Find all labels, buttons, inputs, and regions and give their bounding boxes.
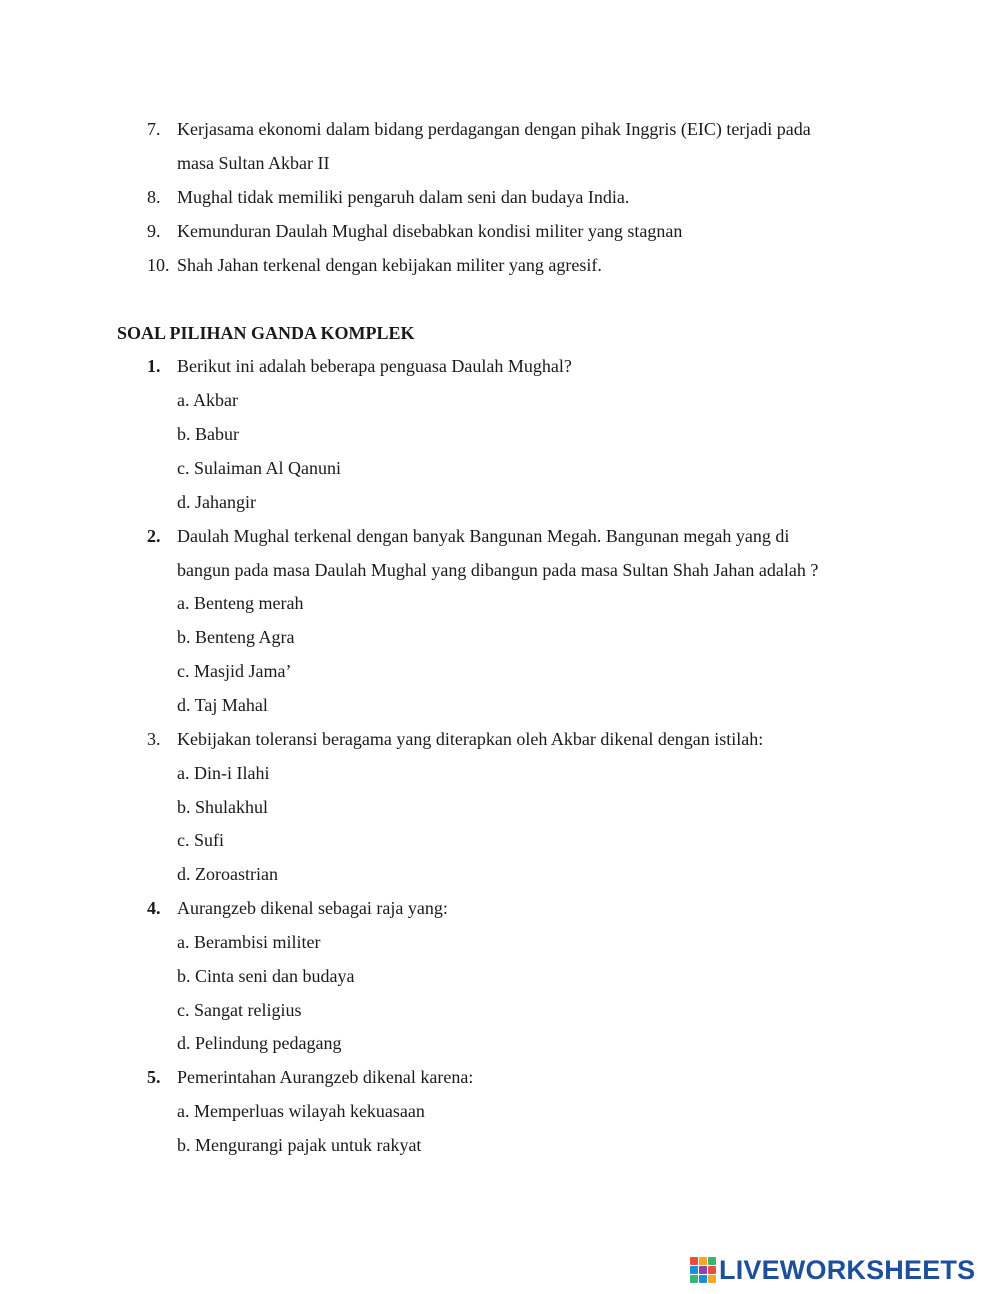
item-text: Shah Jahan terkenal dengan kebijakan militer yang agresif. [177,255,602,275]
question-text: bangun pada masa Daulah Mughal yang dibangun pada masa Sultan Shah Jahan adalah ? [177,560,819,580]
answer-option[interactable]: a. Berambisi militer [177,932,321,952]
answer-option[interactable]: d. Taj Mahal [177,695,268,715]
question-number: 1. [147,356,161,376]
answer-option[interactable]: b. Shulakhul [177,797,269,817]
answer-option[interactable]: b. Cinta seni dan budaya [177,966,355,986]
answer-option[interactable]: a. Akbar [177,390,238,410]
question-number: 3. [147,729,161,749]
question-text: Aurangzeb dikenal sebagai raja yang: [177,898,448,918]
item-text: Mughal tidak memiliki pengaruh dalam seni dan budaya India. [177,187,630,207]
question-number: 5. [147,1067,161,1087]
answer-option[interactable]: b. Mengurangi pajak untuk rakyat [177,1135,422,1155]
question-text: Daulah Mughal terkenal dengan banyak Bangunan Megah. Bangunan megah yang di [177,526,790,546]
item-number: 10. [147,255,170,275]
answer-option[interactable]: c. Masjid Jama’ [177,661,292,681]
item-text: masa Sultan Akbar II [177,153,330,173]
question-text: Kebijakan toleransi beragama yang diterapkan oleh Akbar dikenal dengan istilah: [177,729,764,749]
question-number: 4. [147,898,161,918]
answer-option[interactable]: d. Zoroastrian [177,864,278,884]
answer-option[interactable]: b. Benteng Agra [177,627,295,647]
item-number: 8. [147,187,161,207]
liveworksheets-logo-text: LIVEWORKSHEETS [719,1255,976,1285]
answer-option[interactable]: a. Din-i Ilahi [177,763,270,783]
section-title: SOAL PILIHAN GANDA KOMPLEK [117,323,415,343]
question-number: 2. [147,526,161,546]
answer-option[interactable]: a. Memperluas wilayah kekuasaan [177,1101,425,1121]
answer-option[interactable]: c. Sangat religius [177,1000,302,1020]
liveworksheets-logo-icon [690,1257,716,1283]
item-number: 7. [147,119,161,139]
item-text: Kerjasama ekonomi dalam bidang perdagangan dengan pihak Inggris (EIC) terjadi pada [177,119,811,139]
answer-option[interactable]: a. Benteng merah [177,593,304,613]
answer-option[interactable]: c. Sufi [177,830,224,850]
liveworksheets-logo [690,1255,975,1285]
answer-option[interactable]: b. Babur [177,424,239,444]
answer-option[interactable]: d. Jahangir [177,492,256,512]
answer-option[interactable]: c. Sulaiman Al Qanuni [177,458,341,478]
item-number: 9. [147,221,161,241]
item-text: Kemunduran Daulah Mughal disebabkan kondisi militer yang stagnan [177,221,683,241]
question-text: Pemerintahan Aurangzeb dikenal karena: [177,1067,474,1087]
question-text: Berikut ini adalah beberapa penguasa Daulah Mughal? [177,356,572,376]
answer-option[interactable]: d. Pelindung pedagang [177,1033,342,1053]
